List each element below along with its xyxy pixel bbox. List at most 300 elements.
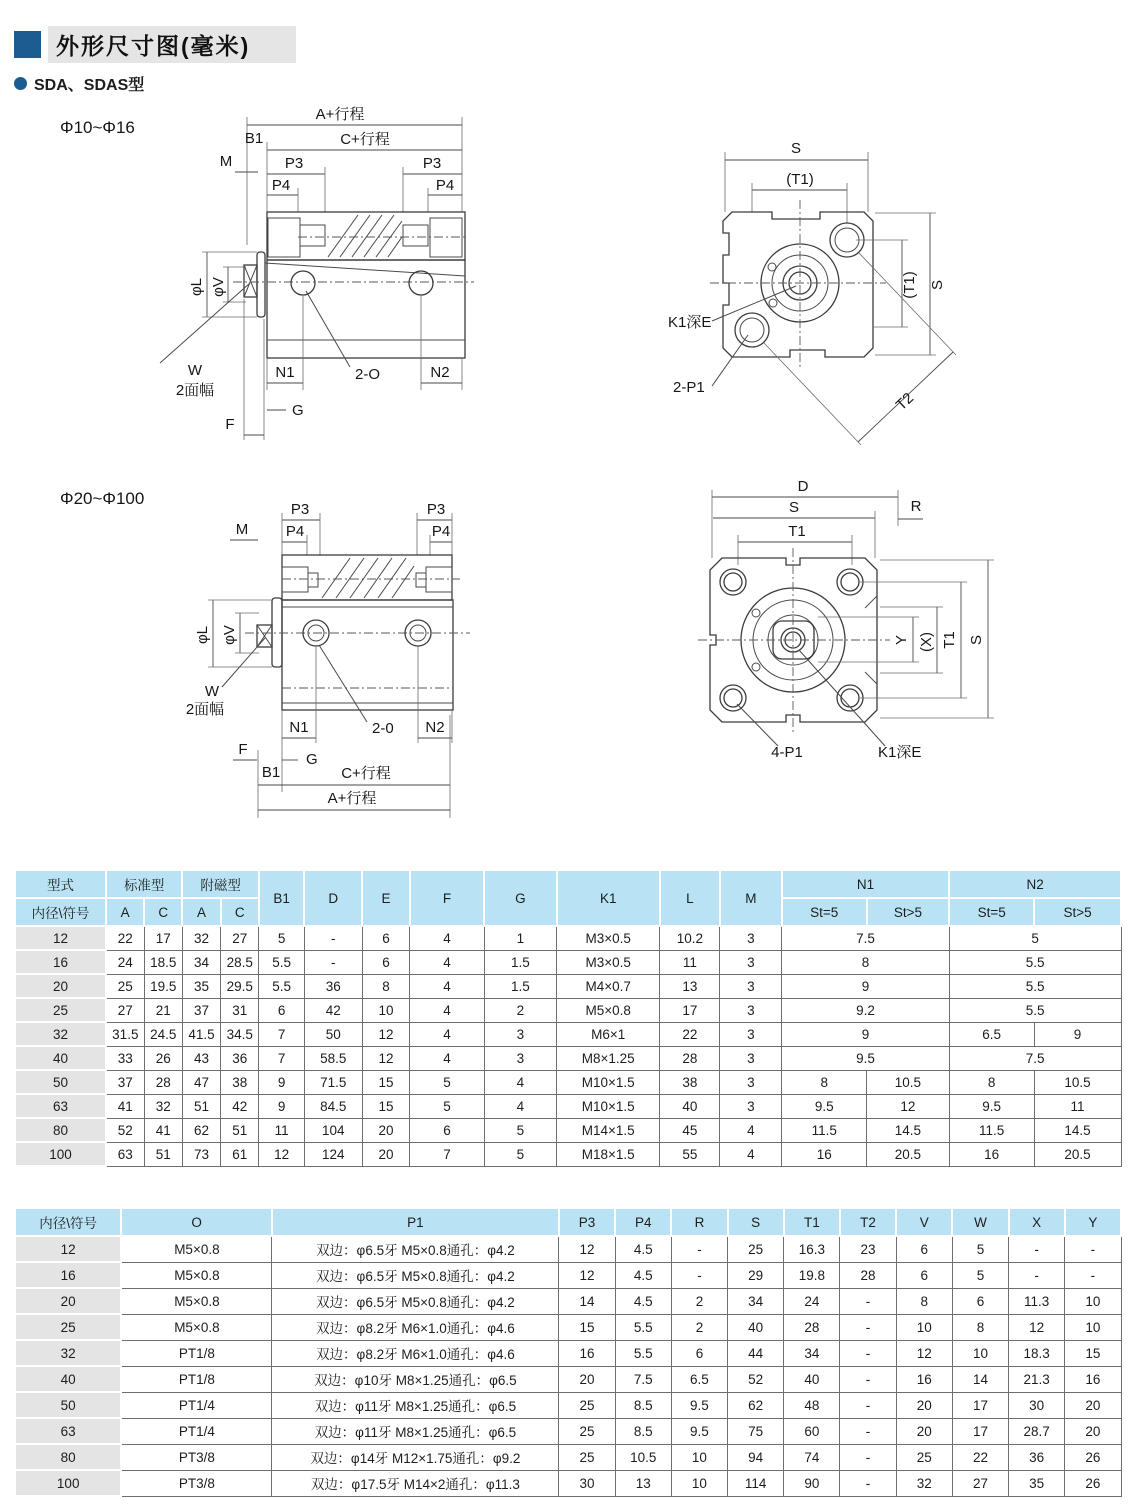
data-cell: 5.5 [615,1314,671,1340]
fig3-dim-b1: B1 [261,764,281,781]
table-row [15,974,1121,998]
data-cell: 9 [782,974,949,998]
data-cell: 5.5 [615,1340,671,1366]
data-cell: 11.3 [1009,1288,1065,1314]
data-cell: 9 [782,1022,949,1046]
fig1-dim-g: G [292,402,304,419]
fig3-label-two-o: 2-0 [372,720,394,737]
table-row [15,1288,1121,1314]
fig2-dim-t1-right: (T1) [901,271,918,299]
fig3-dim-m: M [235,521,249,538]
data-cell: 15 [362,1070,410,1094]
fig1-dim-f: F [225,416,235,433]
row-header-cell: 32 [15,1340,121,1366]
data-cell: 62 [182,1118,220,1142]
data-cell: 6.5 [949,1022,1034,1046]
data-cell: 14.5 [867,1118,950,1142]
data-cell: 33 [106,1046,144,1070]
fig3-dim-n1: N1 [289,719,309,736]
data-cell: - [840,1418,896,1444]
series-subtitle-row [14,72,144,95]
data-cell: 6 [896,1262,952,1288]
table1-col-magnetic: 附磁型 [182,870,258,898]
table2-col-p3: P3 [559,1208,615,1236]
table-row [15,1418,1121,1444]
row-header-cell: 80 [15,1444,121,1470]
bullet-icon [14,77,27,90]
data-cell: - [1065,1262,1121,1288]
data-cell: 5 [952,1236,1008,1262]
data-cell: 5.5 [259,950,304,974]
data-cell: 104 [304,1118,362,1142]
data-cell: 90 [784,1470,840,1496]
data-cell: 41 [144,1118,182,1142]
data-cell: 11 [660,950,720,974]
data-cell: 20 [362,1142,410,1166]
data-cell: 26 [144,1046,182,1070]
data-cell: M3×0.5 [557,950,660,974]
data-cell: M18×1.5 [557,1142,660,1166]
data-cell: 6.5 [671,1366,727,1392]
data-cell: 8 [949,1070,1034,1094]
data-cell: 20 [1065,1392,1121,1418]
data-cell: 41 [106,1094,144,1118]
data-cell: 15 [559,1314,615,1340]
fig1-dim-b1: B1 [244,130,264,147]
data-cell: 19.5 [144,974,182,998]
data-cell: 双边：φ11牙 M8×1.25通孔：φ6.5 [272,1418,559,1444]
data-cell: 34.5 [221,1022,259,1046]
table-row [15,1046,1121,1070]
data-cell: 25 [728,1236,784,1262]
data-cell: 4 [410,950,484,974]
table1-col-f: F [410,870,484,926]
data-cell: M5×0.8 [121,1314,272,1340]
data-cell: 16 [896,1366,952,1392]
data-cell: 16 [949,1142,1034,1166]
data-cell: 7 [410,1142,484,1166]
data-cell: 71.5 [304,1070,362,1094]
data-cell: 4 [410,1046,484,1070]
data-cell: - [840,1444,896,1470]
data-cell: 10 [1065,1314,1121,1340]
row-header-cell: 12 [15,926,106,950]
data-cell: 16 [782,1142,867,1166]
data-cell: 8 [362,974,410,998]
data-cell: 24 [784,1288,840,1314]
data-cell: 10 [362,998,410,1022]
data-cell: 5 [952,1262,1008,1288]
data-cell: 25 [559,1418,615,1444]
table2-col-x: X [1009,1208,1065,1236]
data-cell: 20 [559,1366,615,1392]
data-cell: 12 [867,1094,950,1118]
data-cell: 36 [221,1046,259,1070]
fig1-hatching [328,215,402,257]
data-cell: 1 [484,926,556,950]
fig4-front-view-drawing [640,470,1060,845]
data-cell: 30 [1009,1392,1065,1418]
data-cell: M5×0.8 [121,1288,272,1314]
fig4-dim-r: R [910,498,922,515]
fig4-dim-y: Y [893,634,910,646]
data-cell: 40 [660,1094,720,1118]
table1-body [15,926,1121,1166]
data-cell: M8×1.25 [557,1046,660,1070]
data-cell: 84.5 [304,1094,362,1118]
data-cell: 124 [304,1142,362,1166]
data-cell: 17 [144,926,182,950]
fig4-dim-s-right: S [968,634,985,646]
row-header-cell: 40 [15,1046,106,1070]
table1-col-m: M [720,870,782,926]
data-cell: 20 [896,1418,952,1444]
data-cell: 10 [896,1314,952,1340]
series-subtitle: SDA、SDAS型 [34,77,145,94]
data-cell: 35 [182,974,220,998]
data-cell: - [840,1392,896,1418]
data-cell: 28 [840,1262,896,1288]
data-cell: M14×1.5 [557,1118,660,1142]
row-header-cell: 50 [15,1392,121,1418]
data-cell: 18.3 [1009,1340,1065,1366]
data-cell: 25 [559,1444,615,1470]
data-cell: 28 [144,1070,182,1094]
data-cell: 48 [784,1392,840,1418]
fig3-dim-phi-v: φV [221,625,238,645]
data-cell: M3×0.5 [557,926,660,950]
data-cell: 37 [106,1070,144,1094]
data-cell: 13 [660,974,720,998]
data-cell: 62 [728,1392,784,1418]
table-row [15,1262,1121,1288]
table-row [15,1236,1121,1262]
data-cell: 12 [259,1142,304,1166]
data-cell: 5.5 [949,974,1121,998]
data-cell: 8 [782,1070,867,1094]
data-cell: 9 [259,1070,304,1094]
data-cell: 25 [559,1392,615,1418]
fig4-dim-x: (X) [918,632,935,652]
data-cell: 38 [221,1070,259,1094]
data-cell: 32 [144,1094,182,1118]
data-cell: 20 [896,1392,952,1418]
data-cell: 8 [782,950,949,974]
data-cell: 73 [182,1142,220,1166]
data-cell: 42 [304,998,362,1022]
section-header [14,26,296,63]
data-cell: 9.5 [782,1094,867,1118]
data-cell: 3 [484,1022,556,1046]
data-cell: PT1/4 [121,1392,272,1418]
fig1-label-w: W [187,362,203,379]
data-cell: 21 [144,998,182,1022]
fig3-hatching [322,558,414,598]
data-cell: - [1009,1262,1065,1288]
data-cell: M5×0.8 [121,1236,272,1262]
data-cell: PT1/8 [121,1366,272,1392]
data-cell: M6×1 [557,1022,660,1046]
data-cell: 4 [410,926,484,950]
data-cell: PT1/4 [121,1418,272,1444]
table1-col-type: 型式 [15,870,106,898]
table2-col-t1: T1 [784,1208,840,1236]
row-header-cell: 100 [15,1470,121,1496]
data-cell: 43 [182,1046,220,1070]
data-cell: 10 [671,1470,727,1496]
table1-col-std-c: C [144,898,182,926]
data-cell: 2 [671,1288,727,1314]
data-cell: 3 [720,998,782,1022]
data-cell: 61 [221,1142,259,1166]
fig1-dim-n2: N2 [430,364,450,381]
data-cell: 21.3 [1009,1366,1065,1392]
data-cell: - [840,1288,896,1314]
data-cell: 22 [660,1022,720,1046]
data-cell: 29.5 [221,974,259,998]
fig2-dim-t1-top: (T1) [786,171,814,188]
data-cell: 32 [896,1470,952,1496]
dimension-table-ports [14,1207,1122,1497]
table2-col-r: R [671,1208,727,1236]
fig3-caption: Φ20~Φ100 [60,489,145,508]
data-cell: 4 [484,1094,556,1118]
data-cell: 17 [952,1392,1008,1418]
table2-col-t2: T2 [840,1208,896,1236]
data-cell: 4.5 [615,1288,671,1314]
data-cell: 44 [728,1340,784,1366]
row-header-cell: 16 [15,1262,121,1288]
data-cell: 6 [410,1118,484,1142]
data-cell: 31.5 [106,1022,144,1046]
data-cell: 双边：φ11牙 M8×1.25通孔：φ6.5 [272,1392,559,1418]
data-cell: 28.7 [1009,1418,1065,1444]
data-cell: 19.8 [784,1262,840,1288]
data-cell: PT1/8 [121,1340,272,1366]
row-header-cell: 40 [15,1366,121,1392]
data-cell: 9 [1034,1022,1121,1046]
fig3-dim-phi-l: φL [194,625,211,645]
row-header-cell: 63 [15,1094,106,1118]
data-cell: 10.5 [1034,1070,1121,1094]
data-cell: - [304,950,362,974]
data-cell: 63 [106,1142,144,1166]
data-cell: 9.5 [671,1418,727,1444]
table2-body [15,1236,1121,1496]
data-cell: 22 [106,926,144,950]
data-cell: - [840,1366,896,1392]
data-cell: 60 [784,1418,840,1444]
data-cell: 4 [410,974,484,998]
data-cell: 3 [720,974,782,998]
data-cell: - [840,1314,896,1340]
fig3-dim-f: F [238,741,248,758]
data-cell: 6 [952,1288,1008,1314]
data-cell: 51 [144,1142,182,1166]
data-cell: 40 [784,1366,840,1392]
data-cell: 38 [660,1070,720,1094]
data-cell: 1.5 [484,950,556,974]
data-cell: 35 [1009,1470,1065,1496]
fig2-front-view-drawing [640,105,1060,470]
data-cell: 20 [1065,1418,1121,1444]
data-cell: 12 [896,1340,952,1366]
data-cell: 16 [1065,1366,1121,1392]
fig2-label-k1: K1深E [668,314,712,331]
data-cell: 16 [559,1340,615,1366]
page-title: 外形尺寸图(毫米) [48,26,296,63]
data-cell: 26 [1065,1470,1121,1496]
data-cell: 3 [484,1046,556,1070]
data-cell: 40 [728,1314,784,1340]
data-cell: 1.5 [484,974,556,998]
data-cell: 34 [728,1288,784,1314]
table2-col-p4: P4 [615,1208,671,1236]
data-cell: 双边：φ8.2牙 M6×1.0通孔：φ4.6 [272,1340,559,1366]
table1-header [15,870,1121,926]
data-cell: - [671,1236,727,1262]
data-cell: 52 [106,1118,144,1142]
table-row [15,1094,1121,1118]
data-cell: 13 [615,1470,671,1496]
data-cell: 34 [182,950,220,974]
data-cell: 5.5 [949,950,1121,974]
data-cell: 3 [720,1046,782,1070]
data-cell: 11 [1034,1094,1121,1118]
data-cell: 3 [720,950,782,974]
fig3-label-w-sub: 2面幅 [185,701,225,718]
table1-col-n1-stgt: St>5 [867,898,950,926]
table2-col-v: V [896,1208,952,1236]
data-cell: - [840,1470,896,1496]
data-cell: 6 [896,1236,952,1262]
data-cell: 7 [259,1022,304,1046]
table2-col-p1: P1 [272,1208,559,1236]
data-cell: 37 [182,998,220,1022]
table2-header [15,1208,1121,1236]
data-cell: 25 [106,974,144,998]
row-header-cell: 50 [15,1070,106,1094]
table-row [15,1142,1121,1166]
data-cell: 74 [784,1444,840,1470]
data-cell: 20 [362,1118,410,1142]
data-cell: 4 [410,998,484,1022]
table2-col-bore: 内径\符号 [15,1208,121,1236]
data-cell: 12 [362,1046,410,1070]
data-cell: 8.5 [615,1392,671,1418]
data-cell: 6 [362,950,410,974]
fig1-dim-p3: P3 [284,155,304,172]
table1-col-n2-steq: St=5 [949,898,1034,926]
data-cell: 8 [896,1288,952,1314]
fig1-label-two-o: 2-O [355,366,381,383]
data-cell: 3 [720,1094,782,1118]
data-cell: 6 [259,998,304,1022]
data-cell: 28.5 [221,950,259,974]
data-cell: 5.5 [259,974,304,998]
table1-col-mag-a: A [182,898,220,926]
fig1-dim-phi-v: φV [210,277,227,297]
data-cell: 94 [728,1444,784,1470]
data-cell: 75 [728,1418,784,1444]
dimension-table-main [14,869,1122,1167]
data-cell: 9.5 [949,1094,1034,1118]
data-cell: 10.2 [660,926,720,950]
data-cell: 24.5 [144,1022,182,1046]
row-header-cell: 20 [15,974,106,998]
data-cell: 28 [660,1046,720,1070]
data-cell: 4 [484,1070,556,1094]
data-cell: 11 [259,1118,304,1142]
data-cell: 26 [1065,1444,1121,1470]
table2-col-y: Y [1065,1208,1121,1236]
row-header-cell: 12 [15,1236,121,1262]
fig4-dim-t1-top: T1 [788,523,806,540]
fig4-label-k1: K1深E [878,744,922,761]
data-cell: 58.5 [304,1046,362,1070]
data-cell: M10×1.5 [557,1070,660,1094]
data-cell: 双边：φ10牙 M8×1.25通孔：φ6.5 [272,1366,559,1392]
data-cell: M10×1.5 [557,1094,660,1118]
data-cell: 4.5 [615,1236,671,1262]
table1-col-e: E [362,870,410,926]
table1-col-bore: 内径\符号 [15,898,106,926]
data-cell: M4×0.7 [557,974,660,998]
fig2-dim-s-top: S [790,140,802,157]
data-cell: PT3/8 [121,1470,272,1496]
data-cell: 27 [952,1470,1008,1496]
table1-col-k1: K1 [557,870,660,926]
data-cell: 3 [720,926,782,950]
data-cell: 10.5 [615,1444,671,1470]
data-cell: 10 [1065,1288,1121,1314]
data-cell: 5 [410,1094,484,1118]
table1-col-standard: 标准型 [106,870,182,898]
data-cell: 16.3 [784,1236,840,1262]
data-cell: 34 [784,1340,840,1366]
fig1-dim-p4: P4 [271,177,291,194]
row-header-cell: 25 [15,1314,121,1340]
data-cell: 3 [720,1070,782,1094]
table1-col-d: D [304,870,362,926]
data-cell: 5 [949,926,1121,950]
fig1-dim-p3b: P3 [422,155,442,172]
data-cell: 14 [559,1288,615,1314]
row-header-cell: 100 [15,1142,106,1166]
fig4-label-4p1: 4-P1 [771,744,803,761]
data-cell: 9 [259,1094,304,1118]
table-row [15,998,1121,1022]
data-cell: 32 [182,926,220,950]
fig3-dim-a-stroke: A+行程 [327,790,377,807]
data-cell: 29 [728,1262,784,1288]
table1-col-mag-c: C [221,898,259,926]
data-cell: 14.5 [1034,1118,1121,1142]
fig3-side-section-drawing [40,470,520,840]
fig1-dim-m: M [219,153,233,170]
table1-col-std-a: A [106,898,144,926]
data-cell: 47 [182,1070,220,1094]
table1-col-b1: B1 [259,870,304,926]
data-cell: 25 [896,1444,952,1470]
table-row [15,926,1121,950]
table-row [15,950,1121,974]
data-cell: 5 [410,1070,484,1094]
table1-col-g: G [484,870,556,926]
data-cell: 41.5 [182,1022,220,1046]
fig1-dim-n1: N1 [275,364,295,381]
data-cell: 15 [362,1094,410,1118]
